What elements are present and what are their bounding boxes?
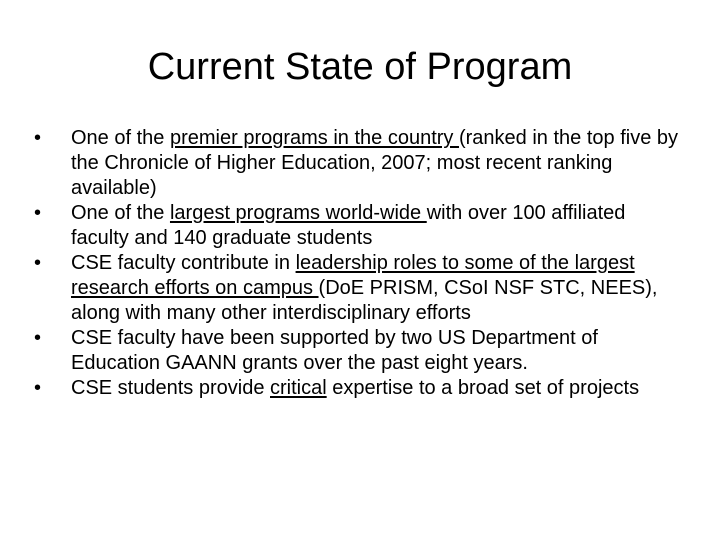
bullet-text bbox=[71, 202, 625, 249]
bullet-text-segment: with over 100 affiliated faculty and 140 graduate students bbox=[71, 202, 626, 249]
bullet-item bbox=[34, 126, 682, 201]
underlined-phrase: leadership roles to some of the largest research efforts on campus bbox=[71, 252, 635, 299]
bullet-item bbox=[34, 326, 682, 376]
underlined-phrase: critical bbox=[270, 377, 327, 399]
bullet-text bbox=[71, 127, 678, 199]
bullet-icon: • bbox=[34, 202, 42, 224]
bullet-text-segment: (DoE PRISM, CSoI NSF STC, NEES), along with many other interdisciplinary efforts bbox=[71, 277, 658, 324]
bullet-icon: • bbox=[34, 327, 42, 349]
bullet-text-segment: (ranked in the top five by the Chronicle of Higher Education, 2007; most recent ranking available) bbox=[71, 127, 678, 199]
underlined-phrase: largest programs world-wide bbox=[169, 202, 427, 224]
bullet-item bbox=[34, 376, 682, 401]
bullet-text-segment: One of the bbox=[71, 127, 170, 149]
underlined-phrase: premier programs in the country bbox=[169, 127, 459, 149]
bullet-text-segment: expertise to a broad set of projects bbox=[326, 377, 640, 399]
bullet-list bbox=[34, 126, 682, 401]
bullet-text-segment: One of the bbox=[71, 202, 170, 224]
bullet-text bbox=[71, 327, 598, 374]
slide-title: Current State of Program bbox=[147, 46, 573, 88]
bullet-icon: • bbox=[34, 127, 42, 149]
bullet-text bbox=[71, 377, 639, 399]
bullet-item bbox=[34, 201, 682, 251]
bullet-icon: • bbox=[34, 252, 42, 274]
bullet-text-segment: CSE students provide bbox=[71, 377, 270, 399]
bullet-text bbox=[71, 252, 657, 324]
bullet-icon: • bbox=[34, 377, 42, 399]
bullet-item bbox=[34, 251, 682, 326]
bullet-text-segment: CSE faculty contribute in bbox=[71, 252, 296, 274]
bullet-text-segment: CSE faculty have been supported by two US Department of Education GAANN grants over the past eight years. bbox=[71, 327, 598, 374]
